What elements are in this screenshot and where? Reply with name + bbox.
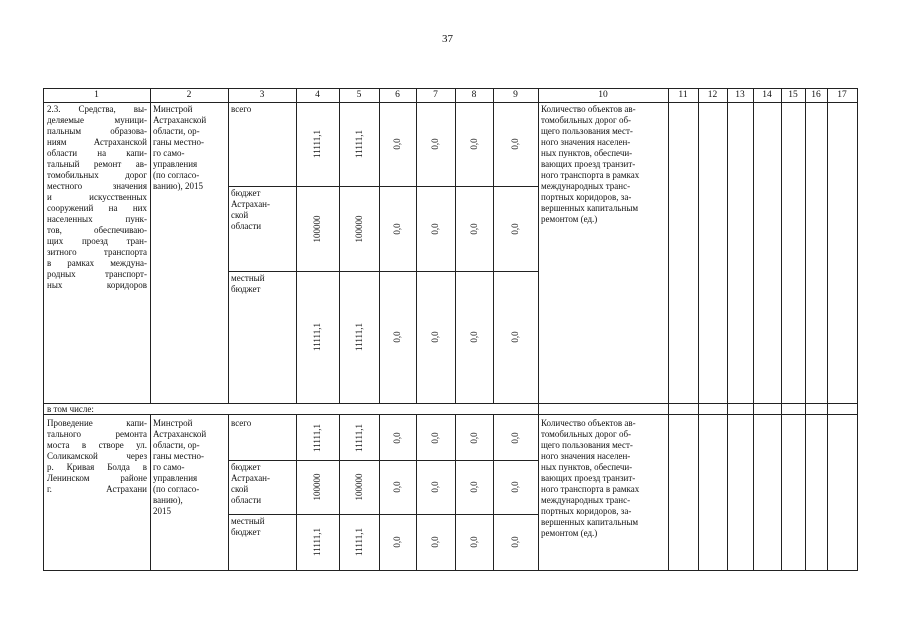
header-col-2: 2 <box>186 90 192 100</box>
cell-value: 0,0 <box>430 223 440 235</box>
cell-value: 11111,1 <box>354 528 364 556</box>
header-col-4: 4 <box>315 90 320 100</box>
cell-value: 100000 <box>354 215 364 243</box>
header-col-17: 17 <box>837 90 847 100</box>
header-col-14: 14 <box>762 90 772 100</box>
header-col-3: 3 <box>259 90 265 100</box>
executor-text: Минстрой Астраханской области, ор- ганы местно- го само- управления (по согласо- ванию), 2015 <box>153 104 207 191</box>
cell-value: 0,0 <box>510 536 520 548</box>
measure-name: 2.3. Средства, вы- деляемые муници- пальным образова- ниям Астраханской области на капи- тальный ремонт ав- томобильных дорог местного значения и искусственных сооружений на них населенных пунк- тов, обеспечиваю- щих проезд тран- зитного транспорта в рамках междуна- родных транспорт- ных коридоров <box>47 104 147 290</box>
cell-value: 0,0 <box>510 223 520 235</box>
cell-value: 0,0 <box>392 481 402 493</box>
header-col-1: 1 <box>94 90 99 100</box>
cell-value: 0,0 <box>469 536 479 548</box>
cell-value: 0,0 <box>430 138 440 150</box>
source-local-budget: местный бюджет <box>231 273 265 294</box>
cell-value: 0,0 <box>469 223 479 235</box>
cell-value: 0,0 <box>430 481 440 493</box>
cell-value: 0,0 <box>469 138 479 150</box>
header-col-15: 15 <box>788 90 798 100</box>
source-total: всего <box>231 104 252 114</box>
cell-value: 11111,1 <box>354 130 364 158</box>
cell-value: 0,0 <box>469 331 479 343</box>
source-total: всего <box>231 418 252 428</box>
cell-value: 100000 <box>354 473 364 501</box>
header-col-10: 10 <box>598 90 608 100</box>
cell-value: 0,0 <box>510 432 520 444</box>
header-col-11: 11 <box>678 90 688 100</box>
source-regional-budget: бюджет Астрахан- ской области <box>231 462 270 505</box>
cell-value: 0,0 <box>510 138 520 150</box>
header-col-8: 8 <box>471 90 477 100</box>
page-number: 37 <box>442 33 453 45</box>
cell-value: 11111,1 <box>312 130 322 158</box>
source-local-budget: местный бюджет <box>231 516 265 537</box>
cell-value: 0,0 <box>469 432 479 444</box>
cell-value: 0,0 <box>430 432 440 444</box>
cell-value: 11111,1 <box>312 528 322 556</box>
header-col-7: 7 <box>433 90 438 100</box>
cell-value: 0,0 <box>392 536 402 548</box>
header-col-9: 9 <box>513 90 518 100</box>
cell-value: 0,0 <box>392 223 402 235</box>
source-regional-budget: бюджет Астрахан- ской области <box>231 188 270 231</box>
indicator-text: Количество объектов ав- томобильных дорог об- щего пользования мест- ного значения населен- ных пунктов, обеспечи- вающих проезд транзит- ного транспорта в рамках международных транс- портных коридоров, за- вершенных капитальным ремонтом (ед.) <box>541 104 640 224</box>
executor-text: Минстрой Астраханской области, ор- ганы местно- го само- управления (по согласо- ванию), 2015 <box>153 418 207 516</box>
cell-value: 0,0 <box>469 481 479 493</box>
header-col-12: 12 <box>707 90 718 100</box>
indicator-text: Количество объектов ав- томобильных дорог об- щего пользования мест- ного значения населен- ных пунктов, обеспечи- вающих проезд транзит- ного транспорта в рамках международных транс- портных коридоров, за- вершенных капитальным ремонтом (ед.) <box>541 418 640 538</box>
cell-value: 0,0 <box>392 138 402 150</box>
cell-value: 100000 <box>312 473 322 501</box>
header-col-13: 13 <box>735 90 745 100</box>
cell-value: 0,0 <box>392 432 402 444</box>
cell-value: 11111,1 <box>312 424 322 452</box>
cell-value: 11111,1 <box>312 323 322 351</box>
header-col-6: 6 <box>395 90 400 100</box>
cell-value: 0,0 <box>392 331 402 343</box>
header-col-16: 16 <box>811 90 821 100</box>
cell-value: 0,0 <box>430 331 440 343</box>
cell-value: 0,0 <box>510 481 520 493</box>
cell-value: 0,0 <box>430 536 440 548</box>
header-col-5: 5 <box>356 90 362 100</box>
cell-value: 0,0 <box>510 331 520 343</box>
cell-value: 100000 <box>312 215 322 243</box>
cell-value: 11111,1 <box>354 323 364 351</box>
cell-value: 11111,1 <box>354 424 364 452</box>
object-name: Проведение капи- тального ремонта моста в створе ул. Соликамской через р. Кривая Болда в Ленинском районе г. Астрахани <box>47 418 147 494</box>
including-label: в том числе: <box>47 404 94 414</box>
